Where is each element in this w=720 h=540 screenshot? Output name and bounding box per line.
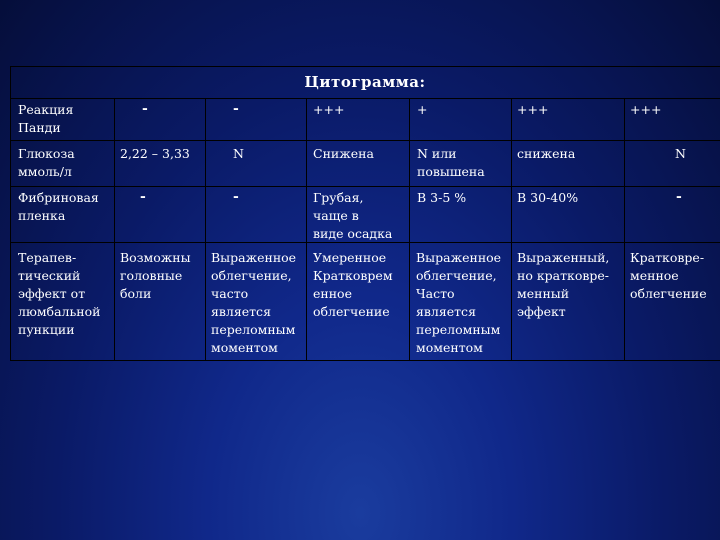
table-cell: N <box>675 146 686 161</box>
table-cell: Выраженное облегчение, часто является переломным моментом <box>211 250 297 355</box>
table-cell: Выраженный, но кратковре- менный эффект <box>517 250 610 319</box>
row-label: Реакция Панди <box>18 102 74 135</box>
table-cell: +++ <box>630 102 662 117</box>
table-cell: В 30-40% <box>517 190 579 205</box>
row-divider <box>10 186 720 187</box>
table-cell: N или повышена <box>417 146 485 179</box>
row-divider <box>10 140 720 141</box>
table-cell: +++ <box>313 102 345 117</box>
row-divider <box>10 360 720 361</box>
table-cell: Кратковре- менное облегчение <box>630 250 707 301</box>
table-cell: - <box>142 101 148 117</box>
row-label: Терапев- тический эффект от люмбальной пункции <box>18 250 101 337</box>
table-cell: 2,22 – 3,33 <box>120 146 190 161</box>
table-cell: - <box>233 101 239 117</box>
table-cell: Грубая, чаще в виде осадка <box>313 190 393 241</box>
column-divider <box>409 98 410 360</box>
table-cell: В 3-5 % <box>417 190 467 205</box>
column-divider <box>306 98 307 360</box>
table-cell: +++ <box>517 102 549 117</box>
table-title-row <box>10 66 720 99</box>
table-cell: Выраженное облегчение, Часто является переломным моментом <box>416 250 502 355</box>
table-cell: снижена <box>517 146 576 161</box>
table-cell: + <box>417 102 428 117</box>
column-divider <box>624 98 625 360</box>
column-divider <box>114 98 115 360</box>
table-cell: - <box>676 189 682 205</box>
row-label: Фибриновая пленка <box>18 190 99 223</box>
table-cell: Умеренное Кратковрем енное облегчение <box>313 250 393 319</box>
column-divider <box>10 98 11 360</box>
table-cell: Возможны головные боли <box>120 250 191 301</box>
table-title: Цитограмма: <box>304 73 426 91</box>
table-cell: N <box>233 146 244 161</box>
table-cell: - <box>140 189 146 205</box>
table-cell: Снижена <box>313 146 374 161</box>
row-label: Глюкоза ммоль/л <box>18 146 75 179</box>
column-divider <box>205 98 206 360</box>
table-cell: - <box>233 189 239 205</box>
column-divider <box>511 98 512 360</box>
